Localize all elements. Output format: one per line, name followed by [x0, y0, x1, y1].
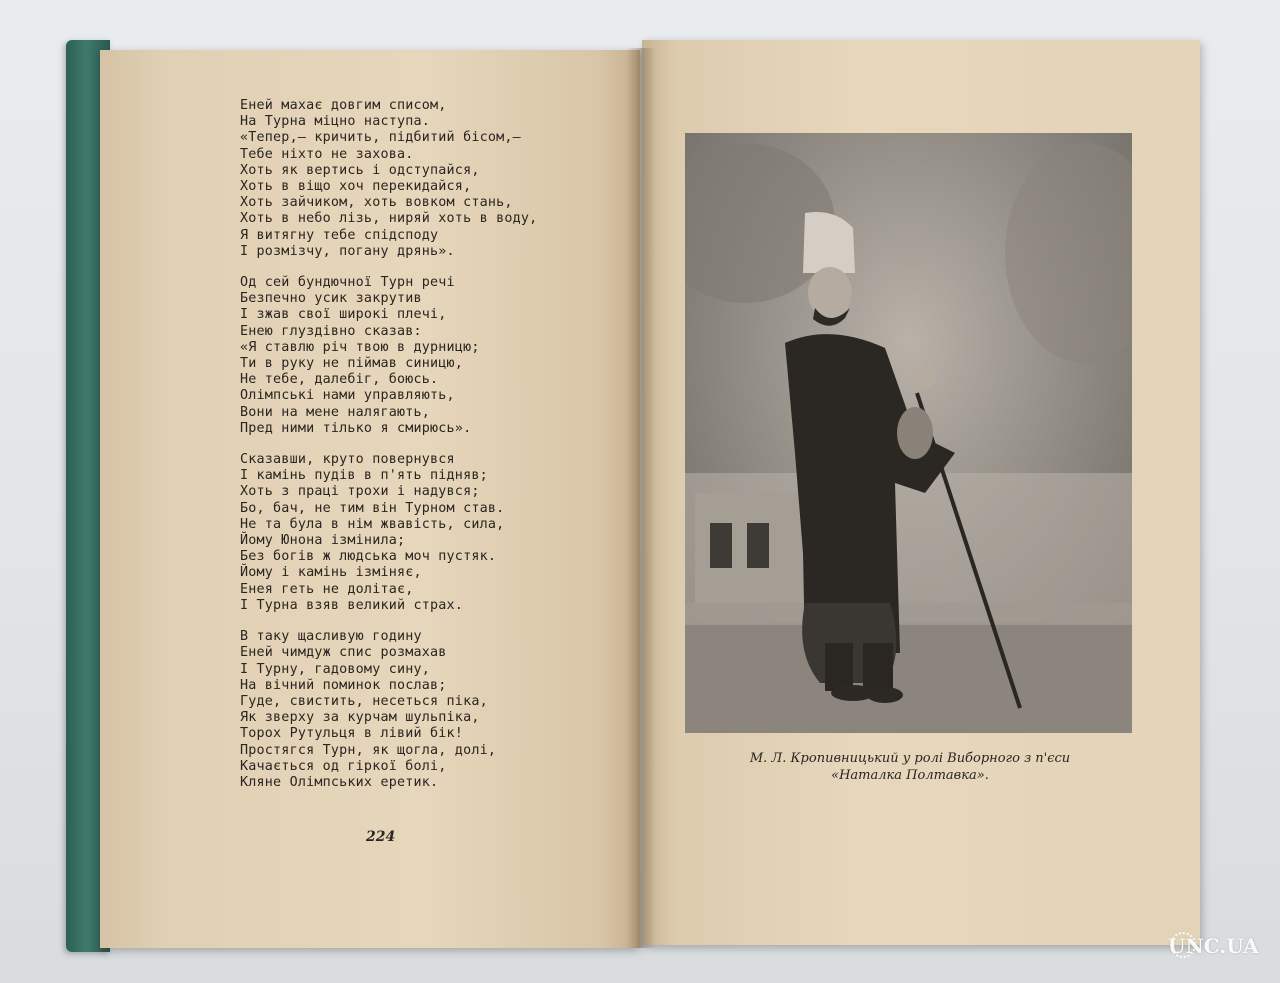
poem-line: Тебе ніхто не захова. — [240, 146, 414, 162]
poem-line: Не тебе, далебіг, боюсь. — [240, 372, 439, 388]
portrait-photo — [685, 133, 1132, 733]
poem-line: І Турна взяв великий страх. — [240, 597, 464, 613]
poem-line: Еней махає довгим списом, — [240, 98, 447, 113]
poem-line: Од сей бундючної Турн речі — [240, 275, 455, 291]
caption-line-1: М. Л. Кропивницький у ролі Виборного з п'єси — [749, 751, 1071, 766]
poem-stanza — [240, 629, 620, 791]
poem-line: Йому і камінь ізміняє, — [240, 565, 422, 581]
poem-stanza — [240, 452, 620, 614]
poem-line: Я витягну тебе спідсподу — [240, 227, 439, 243]
poem-line: Вони на мене налягають, — [240, 404, 431, 420]
poem-line: Не та була в нім жвавість, сила, — [240, 516, 505, 532]
caption-line-2: «Наталка Полтавка». — [831, 768, 989, 783]
page-number: 224 — [366, 829, 396, 845]
poem-line: Хоть в небо лізь, ниряй хоть в воду, — [240, 211, 538, 227]
poem-stanza — [240, 98, 620, 260]
poem-line: І розмізчу, погану дрянь». — [240, 243, 455, 259]
poem-text — [240, 98, 620, 806]
poem-line: «Тепер,— кричить, підбитий бісом,— — [240, 130, 521, 146]
poem-line: Хоть зайчиком, хоть вовком стань, — [240, 195, 513, 211]
poem-line: І камінь пудів в п'ять підняв; — [240, 468, 488, 484]
poem-line: Качається од гіркої болі, — [240, 758, 447, 774]
poem-line: В таку щасливую годину — [240, 629, 422, 645]
poem-line: Хоть з праці трохи і надувся; — [240, 484, 480, 500]
poem-line: Сказавши, круто повернувся — [240, 452, 455, 468]
poem-line: Безпечно усик закрутив — [240, 291, 422, 307]
poem-line: Олімпські нами управляють, — [240, 388, 455, 404]
watermark-text: UNC.UA — [1168, 934, 1259, 958]
poem-stanza — [240, 275, 620, 437]
poem-line: Хоть як вертись і одступайся, — [240, 162, 480, 178]
poem-line: І зжав свої широкі плечі, — [240, 307, 447, 323]
poem-line: На Турна міцно наступа. — [240, 114, 431, 130]
poem-line: Ти в руку не піймав синицю, — [240, 356, 464, 372]
poem-line: Простягся Турн, як щогла, долі, — [240, 742, 497, 758]
photo-caption — [700, 750, 1120, 784]
poem-line: Без богів ж людська моч пустяк. — [240, 549, 497, 565]
poem-line: Енею глуздівно сказав: — [240, 323, 422, 339]
poem-line: Кляне Олімпських еретик. — [240, 774, 439, 790]
poem-line: Торох Рутульця в лівий бік! — [240, 726, 464, 742]
poem-line: Пред ними тілько я смирюсь». — [240, 420, 472, 436]
poem-line: Енея геть не долітає, — [240, 581, 414, 597]
book-spine — [626, 48, 656, 948]
poem-line: Гуде, свистить, несеться піка, — [240, 693, 488, 709]
poem-line: Як зверху за курчам шульпіка, — [240, 710, 480, 726]
poem-line: І Турну, гадовому сину, — [240, 661, 431, 677]
poem-line: Бо, бач, не тим він Турном став. — [240, 500, 505, 516]
poem-line: Йому Юнона ізмінила; — [240, 533, 406, 549]
poem-line: «Я ставлю річ твою в дурницю; — [240, 339, 480, 355]
poem-line: Еней чимдуж спис розмахав — [240, 645, 447, 661]
poem-line: Хоть в віщо хоч перекидайся, — [240, 179, 472, 195]
poem-line: На вічний поминок послав; — [240, 677, 447, 693]
portrait-illustration — [685, 133, 1132, 733]
